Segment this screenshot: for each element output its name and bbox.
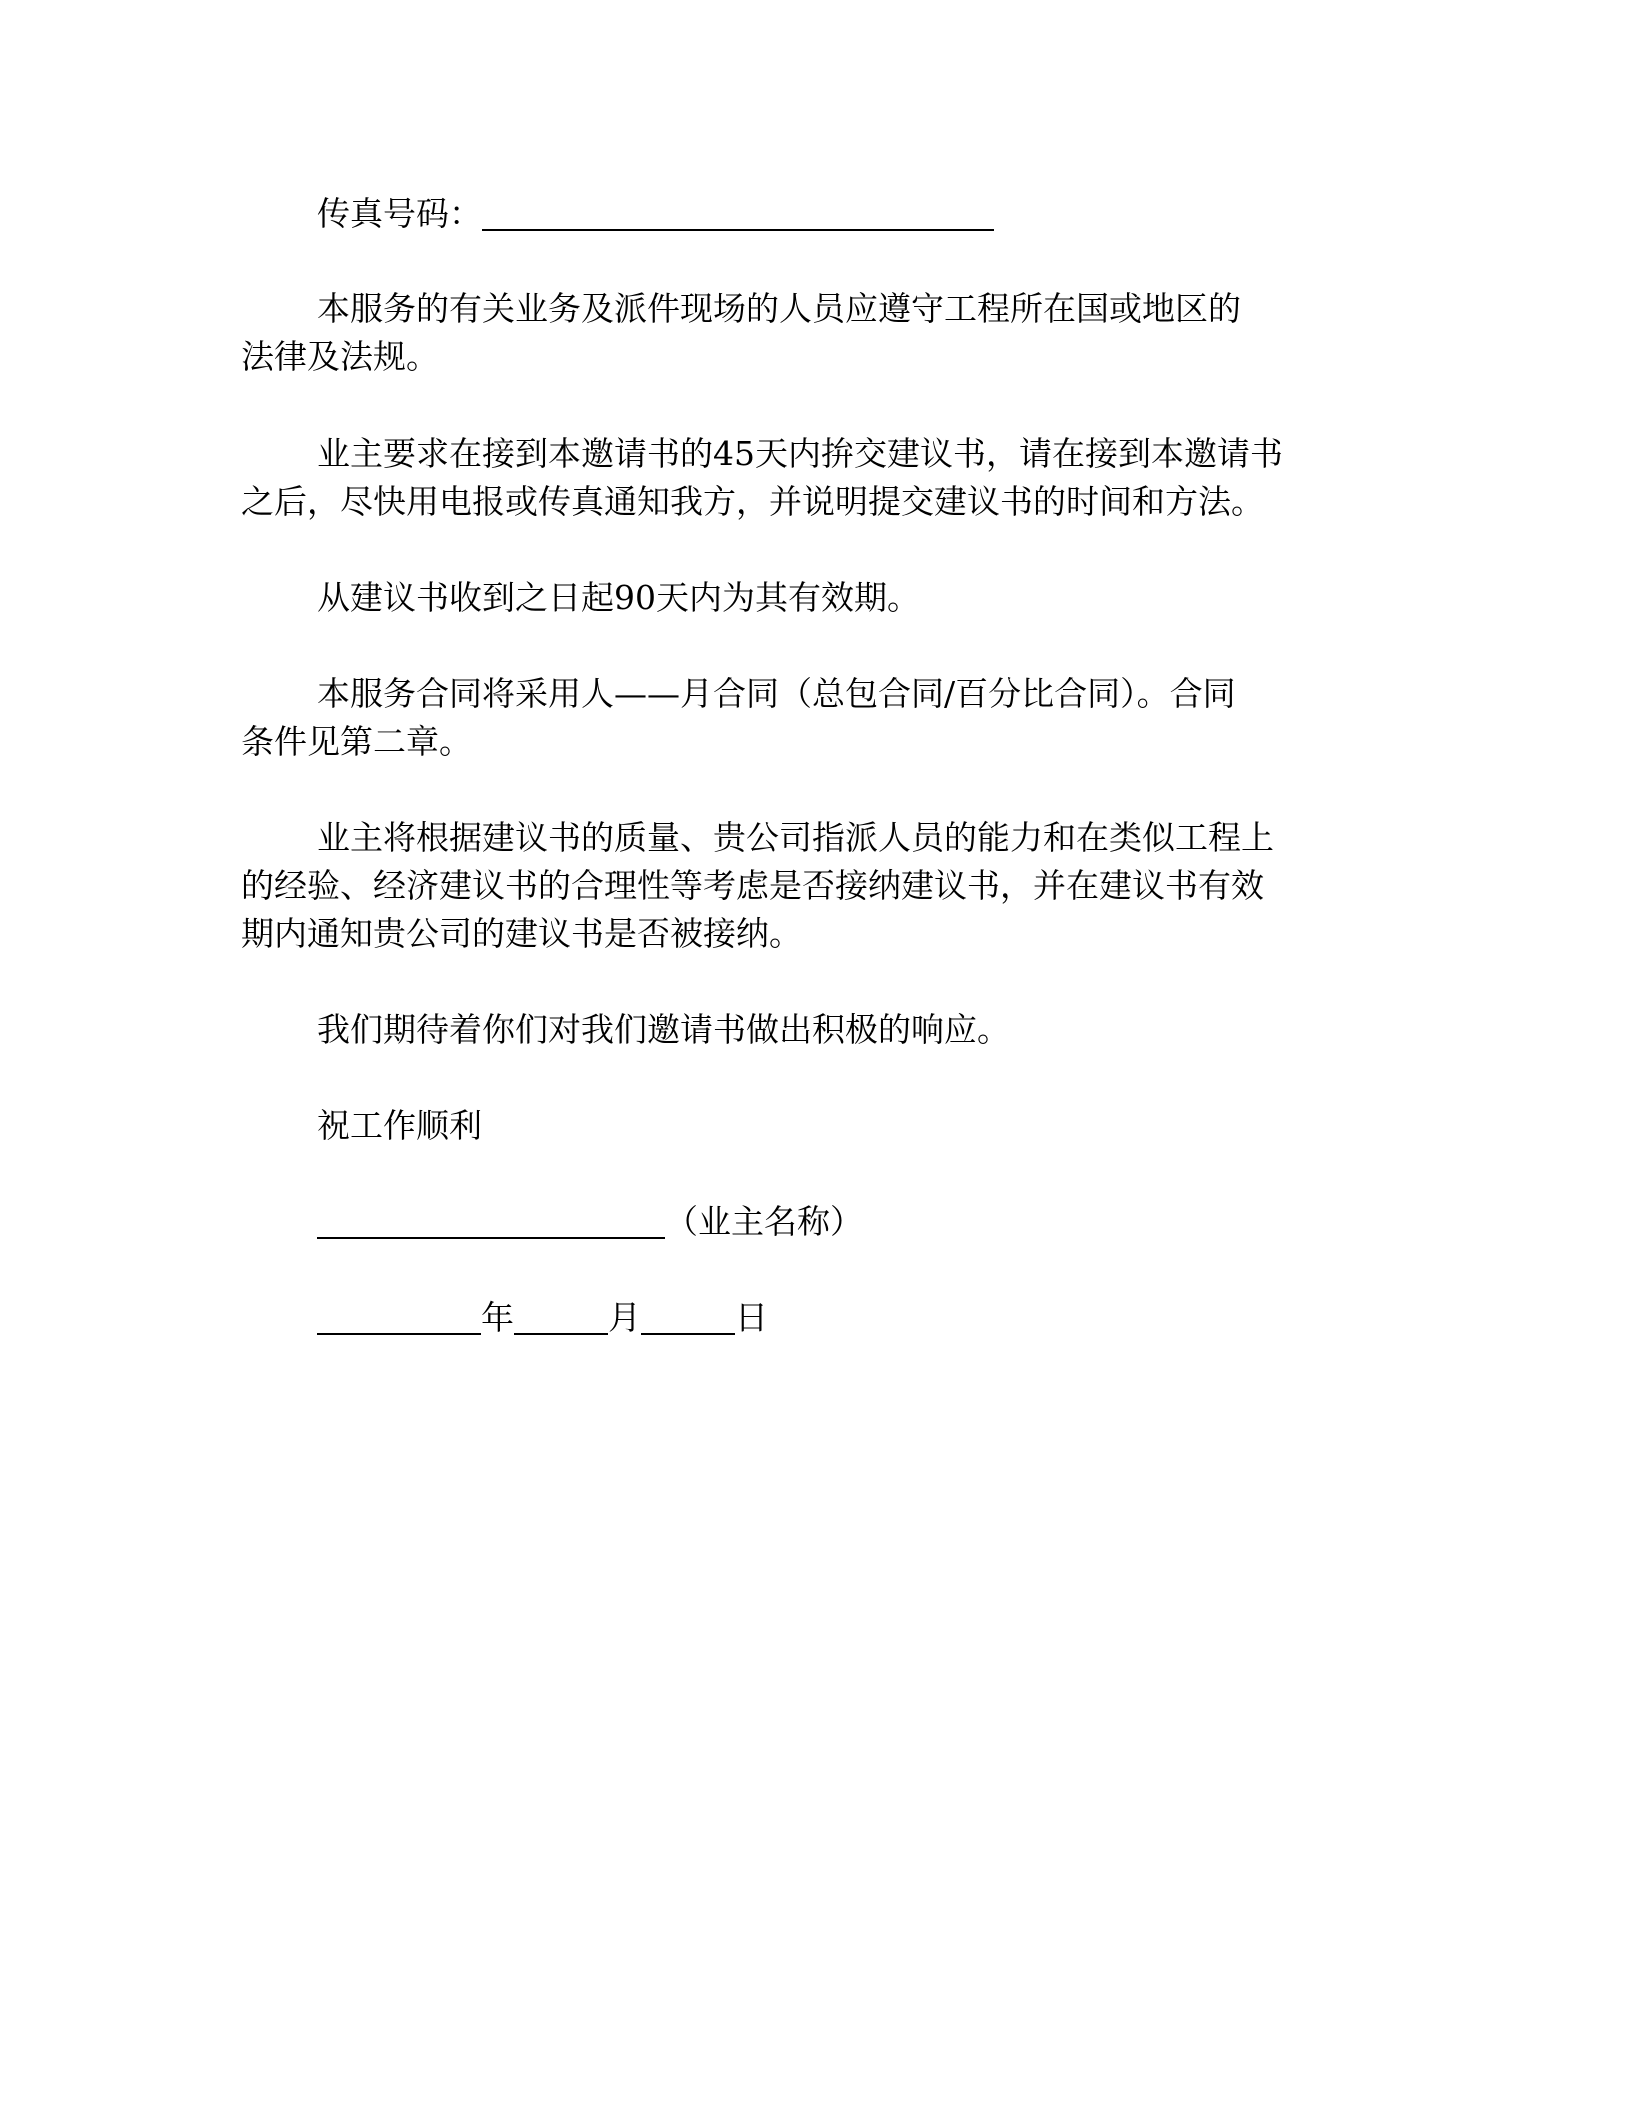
owner-name-blank[interactable] xyxy=(317,1205,665,1239)
paragraph-2-line-1: 业主要求在接到本邀请书的45天内拚交建议书，请在接到本邀请书 xyxy=(317,434,1283,473)
paragraph-1-line-1: 本服务的有关业务及派件现场的人员应遵守工程所在国或地区的 xyxy=(317,289,1241,328)
paragraph-6-line-1: 我们期待着你们对我们邀请书做出积极的响应。 xyxy=(317,1010,1010,1049)
paragraph-1-line-2: 法律及法规。 xyxy=(241,337,439,376)
day-label: 日 xyxy=(735,1298,768,1337)
paragraph-4-line-2: 条件见第二章。 xyxy=(241,722,472,761)
day-blank[interactable] xyxy=(641,1301,735,1335)
fax-blank[interactable] xyxy=(482,197,994,231)
fax-line xyxy=(317,190,1397,238)
month-blank[interactable] xyxy=(514,1301,608,1335)
year-label: 年 xyxy=(481,1298,514,1337)
paragraph-5-line-2: 的经验、经济建议书的合理性等考虑是否接纳建议书，并在建议书有效 xyxy=(241,866,1264,905)
paragraph-2-line-2: 之后，尽快用电报或传真通知我方，并说明提交建议书的时间和方法。 xyxy=(241,482,1264,521)
year-blank[interactable] xyxy=(317,1301,481,1335)
paragraph-3-line-1: 从建议书收到之日起90天内为其有效期。 xyxy=(317,578,920,617)
paragraph-5-line-3: 期内通知贵公司的建议书是否被接纳。 xyxy=(241,914,802,953)
closing-line: 祝工作顺利 xyxy=(317,1106,482,1145)
month-label: 月 xyxy=(608,1298,641,1337)
date-line xyxy=(317,1294,1397,1342)
paragraph-4-line-1: 本服务合同将采用人——月合同（总包合同/百分比合同）。合同 xyxy=(317,674,1236,713)
owner-name-label: （业主名称） xyxy=(665,1202,863,1241)
fax-label: 传真号码： xyxy=(317,194,482,233)
paragraph-5-line-1: 业主将根据建议书的质量、贵公司指派人员的能力和在类似工程上 xyxy=(317,818,1274,857)
signature-line xyxy=(317,1198,1397,1246)
